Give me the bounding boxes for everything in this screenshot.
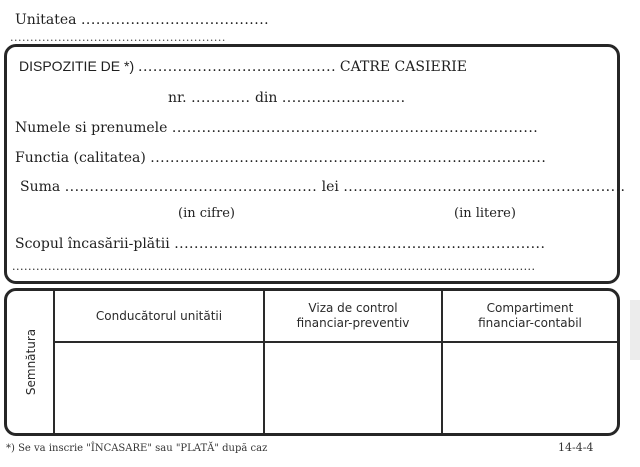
nr-row xyxy=(168,90,406,106)
nr-field[interactable]: ............ xyxy=(191,90,251,106)
col-compartiment-line2: financiar-contabil xyxy=(478,316,582,330)
form-title: DISPOZITIE DE *) xyxy=(19,58,135,74)
unitatea-label: Unitatea xyxy=(15,12,77,28)
col-viza-line2: financiar-preventiv xyxy=(296,316,410,330)
in-litere-label: (in litere) xyxy=(454,206,516,221)
col-head-compartiment xyxy=(443,292,617,340)
page-edge-shadow xyxy=(630,300,640,360)
nume-row xyxy=(15,120,538,136)
nr-label: nr. xyxy=(168,90,187,106)
scopul-extra-field[interactable]: ................................................................................................................................... xyxy=(12,260,536,273)
col-conducator-label: Conducătorul unitătii xyxy=(95,308,223,323)
form-code: 14-4-4 xyxy=(558,441,594,454)
col-viza-line1: Viza de control xyxy=(308,301,398,315)
din-label: din xyxy=(254,90,278,106)
suma-litere-field[interactable]: ......................................................... xyxy=(343,179,626,195)
in-cifre-label: (in cifre) xyxy=(178,206,235,221)
functia-label: Functia (calitatea) xyxy=(15,150,146,166)
suma-row xyxy=(20,179,625,195)
form-title-suffix: CATRE CASIERIE xyxy=(339,59,467,75)
footer-note: *) Se va inscrie "ÎNCASARE" sau "PLATĂ" după caz xyxy=(6,443,268,454)
functia-row xyxy=(15,150,546,166)
scopul-label: Scopul încasării-plătii xyxy=(15,236,170,252)
col-head-conducator xyxy=(55,292,263,340)
col-compartiment-line1: Compartiment xyxy=(486,301,574,315)
form-title-dots: ........................................ xyxy=(138,59,337,75)
suma-cifre-field[interactable]: ................................................... xyxy=(64,179,318,195)
unitatea-dots: ...................................... xyxy=(80,12,270,28)
nume-field[interactable]: .......................................................................... xyxy=(171,120,539,136)
scopul-field[interactable]: ........................................................................... xyxy=(174,236,546,252)
semnatura-cell xyxy=(9,292,53,432)
unitatea-dots-below: ...................................................... xyxy=(10,31,226,44)
scopul-row xyxy=(15,236,545,252)
unitatea-row xyxy=(15,12,269,28)
din-field[interactable]: ......................... xyxy=(281,90,406,106)
sign-cell-viza[interactable] xyxy=(265,343,441,433)
suma-label: Suma xyxy=(20,179,61,195)
lei-label: lei xyxy=(321,179,339,195)
sign-cell-compartiment[interactable] xyxy=(443,343,617,433)
functia-field[interactable]: ................................................................................ xyxy=(150,150,547,166)
sign-cell-conducator[interactable] xyxy=(55,343,263,433)
form-title-row xyxy=(19,58,467,75)
nume-label: Numele si prenumele xyxy=(15,120,168,136)
semnatura-label: Semnătura xyxy=(24,328,38,396)
col-head-viza xyxy=(265,292,441,340)
